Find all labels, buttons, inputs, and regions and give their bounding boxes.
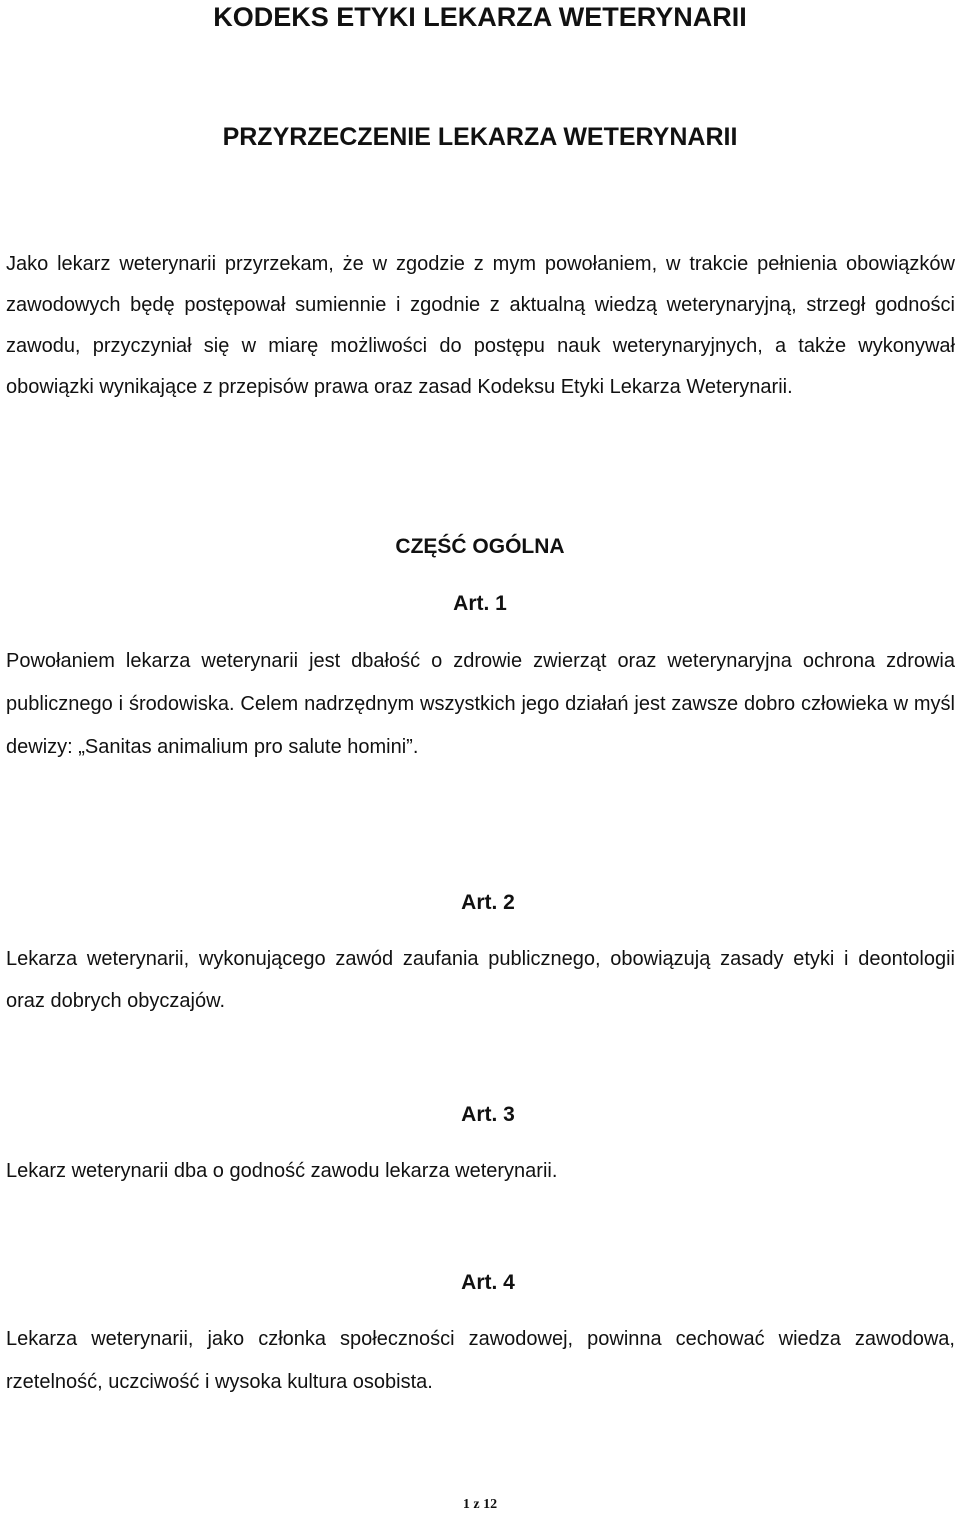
page-number: 1 z 12 bbox=[462, 1497, 498, 1512]
article-2-heading: Art. 2 bbox=[461, 891, 515, 914]
article-4-heading: Art. 4 bbox=[461, 1271, 515, 1294]
article-1-text: Powołaniem lekarza weterynarii jest dbałość o zdrowie zwierząt oraz weterynaryjna ochrona zdrowia publicznego i środowiska. Celem nadrzędnym wszystkich jego działań jest zawsze dobro człowieka w myśl dewizy: „Sanitas animalium pro salute homini”. bbox=[6, 650, 955, 758]
article-1-heading: Art. 1 bbox=[453, 592, 507, 615]
oath-heading: PRZYRZECZENIE LEKARZA WETERYNARII bbox=[222, 123, 738, 151]
section-heading: CZĘŚĆ OGÓLNA bbox=[395, 535, 565, 558]
document-title: KODEKS ETYKI LEKARZA WETERYNARII bbox=[213, 2, 747, 32]
article-3-heading: Art. 3 bbox=[461, 1103, 515, 1126]
article-4-text: Lekarza weterynarii, jako członka społeczności zawodowej, powinna cechować wiedza zawodowa, rzetelność, uczciwość i wysoka kultura osobista. bbox=[6, 1328, 955, 1393]
article-3-text: Lekarz weterynarii dba o godność zawodu lekarza weterynarii. bbox=[6, 1160, 558, 1182]
article-2-text: Lekarza weterynarii, wykonującego zawód zaufania publicznego, obowiązują zasady etyki i deontologii oraz dobrych obyczajów. bbox=[6, 948, 955, 1012]
oath-text: Jako lekarz weterynarii przyrzekam, że w zgodzie z mym powołaniem, w trakcie pełnienia obowiązków zawodowych będę postępował sumiennie i zgodnie z aktualną wiedzą weterynaryjną, strzegł godności zawodu, przyczyniał się w miarę możliwości do postępu nauk weterynaryjnych, a także wykonywał obowiązki wynikające z przepisów prawa oraz zasad Kodeksu Etyki Lekarza Weterynarii. bbox=[6, 253, 955, 398]
